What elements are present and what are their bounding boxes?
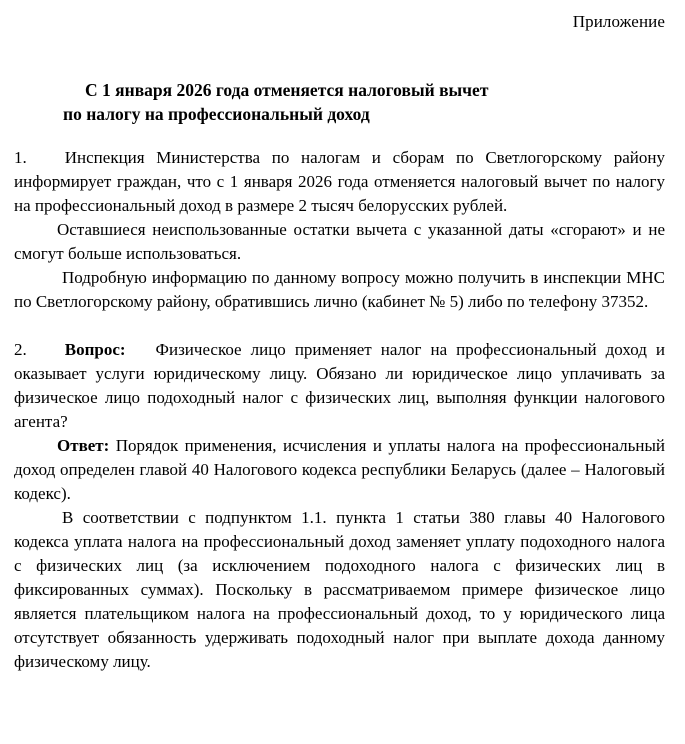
document-body: [14, 146, 665, 674]
answer-paragraph-2-text: В соответствии с подпунктом 1.1. пункта 1 статьи 380 главы 40 Налогового кодекса уплата налога на профессиональный доход заменяет уплату подоходного налога с физических лиц (за исключением подоходного налога с физических лиц в фиксированных суммах). Поскольку в рассматриваемом примере физическое лицо является плательщиком налога на профессиональный доход, то у юридического лица отсутствует обязанность удерживать подоходный налог при выплате дохода данному физическому лицу.: [14, 508, 665, 671]
answer-label: Ответ:: [57, 436, 110, 455]
paragraph-2-text: Оставшиеся неиспользованные остатки вычета с указанной даты «сгорают» и не смогут больше использоваться.: [14, 220, 665, 263]
paragraph-3-text: Подробную информацию по данному вопросу можно получить в инспекции МНС по Светлогорскому району, обратившись лично (кабинет № 5) либо по телефону 37352.: [14, 268, 665, 311]
answer-text: Порядок применения, исчисления и уплаты налога на профессиональный доход определен главой 40 Налогового кодекса республики Беларусь (далее – Налоговый кодекс).: [14, 436, 665, 503]
paragraph-section-2-answer-continued: [14, 506, 665, 674]
paragraph-section-2-question: [14, 338, 665, 434]
list-number-2: 2.: [14, 340, 27, 359]
section-spacer: [14, 314, 665, 338]
question-label: Вопрос:: [64, 340, 126, 359]
document-title-line-2: по налогу на профессиональный доход: [63, 104, 370, 124]
question-text: Физическое лицо применяет налог на профессиональный доход и оказывает услуги юридическому лицу. Обязано ли юридическое лицо уплачивать за физическое лицо подоходный налог с физических лиц, выполняя функции налогового агента?: [14, 340, 665, 431]
paragraph-section-1-intro: [14, 146, 665, 218]
paragraph-section-2-answer: [14, 434, 665, 506]
list-number-1: 1.: [14, 148, 27, 167]
document-title: [14, 78, 665, 126]
document-title-line-1: С 1 января 2026 года отменяется налоговый вычет: [85, 80, 489, 100]
paragraph-section-1-remainders: [14, 218, 665, 266]
paragraph-1-text: Инспекция Министерства по налогам и сборам по Светлогорскому району информирует граждан, что с 1 января 2026 года отменяется налоговый вычет по налогу на профессиональный доход в размере 2 тысяч белорусских рублей.: [14, 148, 665, 215]
paragraph-section-1-contacts: [14, 266, 665, 314]
document-header-label: Приложение: [572, 12, 665, 31]
